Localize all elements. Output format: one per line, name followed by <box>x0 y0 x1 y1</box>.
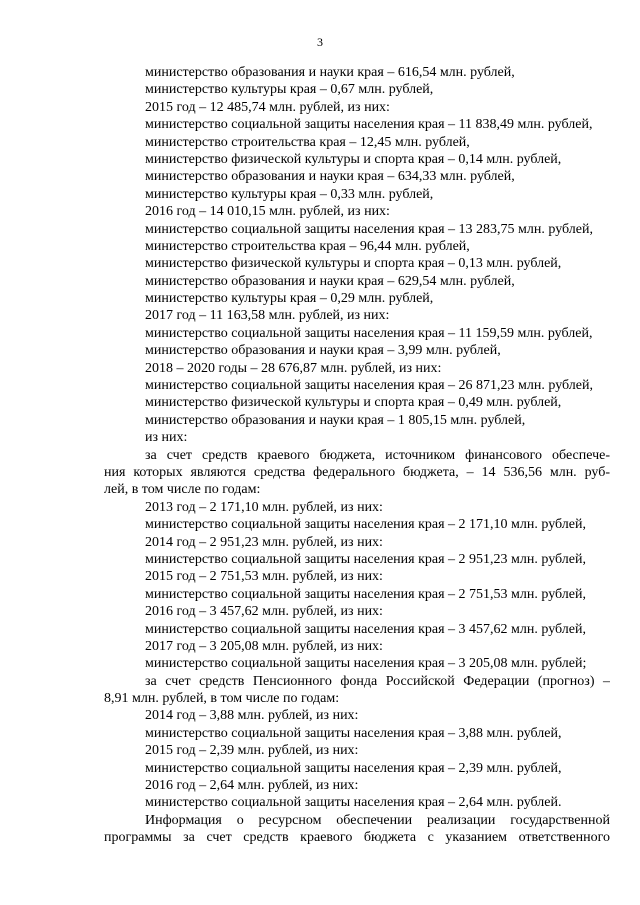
document-body <box>104 64 610 847</box>
text-line: министерство социальной защиты населения края – 11 159,59 млн. рублей, <box>145 325 593 341</box>
page-number: 3 <box>317 35 323 49</box>
text-line: министерство физической культуры и спорта края – 0,14 млн. рублей, <box>145 151 562 167</box>
text-line: министерство образования и науки края – 629,54 млн. рублей, <box>145 273 515 289</box>
text-line: министерство социальной защиты населения края – 3 205,08 млн. рублей; <box>145 656 587 672</box>
text-line: министерство физической культуры и спорта края – 0,13 млн. рублей, <box>145 256 562 272</box>
text-line: 2016 год – 3 457,62 млн. рублей, из них: <box>145 604 383 620</box>
text-line: министерство социальной защиты населения края – 2 751,53 млн. рублей, <box>145 586 586 602</box>
text-line: 2015 год – 12 485,74 млн. рублей, из них: <box>145 99 390 115</box>
text-line: за счет средств краевого бюджета, источником финансового обеспече- <box>145 447 610 463</box>
text-line: 2017 год – 3 205,08 млн. рублей, из них: <box>145 638 383 654</box>
text-line: программы за счет средств краевого бюджета с указанием ответственного <box>104 830 610 846</box>
text-line: министерство социальной защиты населения края – 2 951,23 млн. рублей, <box>145 551 586 567</box>
text-line: 2014 год – 3,88 млн. рублей, из них: <box>145 708 359 724</box>
text-line: ния которых являются средства федерального бюджета, – 14 536,56 млн. руб- <box>104 464 610 480</box>
text-line: министерство культуры края – 0,33 млн. рублей, <box>145 186 434 202</box>
text-line: министерство образования и науки края – 1 805,15 млн. рублей, <box>145 412 526 428</box>
text-line: министерство строительства края – 12,45 млн. рублей, <box>145 134 470 150</box>
text-line: 2016 год – 14 010,15 млн. рублей, из них: <box>145 204 390 220</box>
text-line: 2015 год – 2 751,53 млн. рублей, из них: <box>145 569 383 585</box>
text-line: министерство социальной защиты населения края – 26 871,23 млн. рублей, <box>145 378 593 394</box>
text-line: министерство социальной защиты населения края – 3,88 млн. рублей, <box>145 725 562 741</box>
text-line: министерство образования и науки края – 3,99 млн. рублей, <box>145 343 501 359</box>
text-line: из них: <box>145 430 188 446</box>
text-line: 2018 – 2020 годы – 28 676,87 млн. рублей, из них: <box>145 360 442 376</box>
text-line: министерство социальной защиты населения края – 13 283,75 млн. рублей, <box>145 221 593 237</box>
text-line: 8,91 млн. рублей, в том числе по годам: <box>104 691 340 707</box>
text-line: министерство физической культуры и спорта края – 0,49 млн. рублей, <box>145 395 562 411</box>
text-line: министерство социальной защиты населения края – 3 457,62 млн. рублей, <box>145 621 586 637</box>
text-line: министерство образования и науки края – 616,54 млн. рублей, <box>145 65 515 80</box>
text-line: министерство культуры края – 0,67 млн. рублей, <box>145 82 434 98</box>
text-line: министерство строительства края – 96,44 млн. рублей, <box>145 238 470 254</box>
text-line: 2017 год – 11 163,58 млн. рублей, из них: <box>145 308 390 324</box>
text-line: Информация о ресурсном обеспечении реализации государственной <box>145 812 610 828</box>
text-line: министерство образования и науки края – 634,33 млн. рублей, <box>145 169 515 185</box>
text-line: министерство социальной защиты населения края – 11 838,49 млн. рублей, <box>145 117 593 133</box>
text-line: министерство социальной защиты населения края – 2,64 млн. рублей. <box>145 795 562 811</box>
text-line: за счет средств Пенсионного фонда Российской Федерации (прогноз) – <box>145 673 610 689</box>
text-line: 2015 год – 2,39 млн. рублей, из них: <box>145 743 359 759</box>
text-line: министерство социальной защиты населения края – 2,39 млн. рублей, <box>145 760 562 776</box>
text-line: министерство культуры края – 0,29 млн. рублей, <box>145 291 434 307</box>
text-line: министерство социальной защиты населения края – 2 171,10 млн. рублей, <box>145 517 586 533</box>
text-line: 2014 год – 2 951,23 млн. рублей, из них: <box>145 534 383 550</box>
text-line: лей, в том числе по годам: <box>104 482 261 498</box>
text-line: 2013 год – 2 171,10 млн. рублей, из них: <box>145 499 383 515</box>
text-line: 2016 год – 2,64 млн. рублей, из них: <box>145 778 359 794</box>
